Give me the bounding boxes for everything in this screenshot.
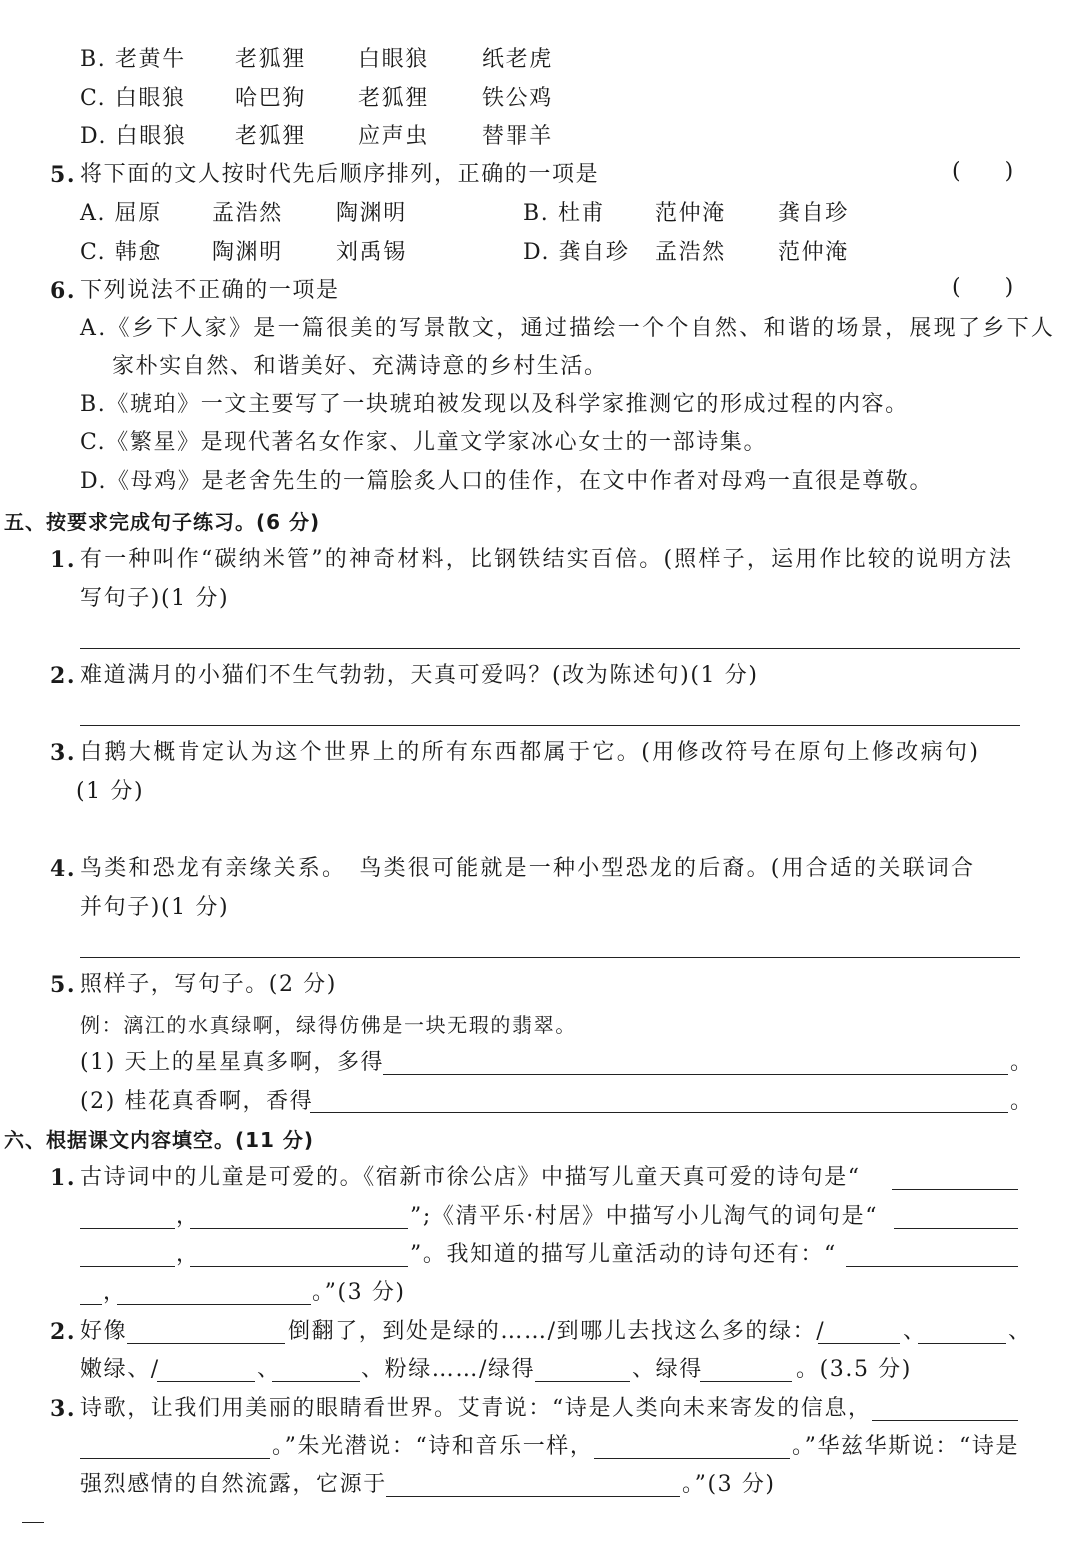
s5-q5-number: 5. <box>50 972 77 998</box>
q5-option-c-2: 陶渊明 <box>212 240 283 265</box>
s5-q4-line1: 鸟类和恐龙有亲缘关系。 鸟类很可能就是一种小型恐龙的后裔。(用合适的关联词合 <box>80 856 976 881</box>
s6-q2-blank-1[interactable] <box>127 1343 285 1344</box>
q5-option-d-2: 孟浩然 <box>655 240 726 265</box>
s5-q5-sentence1-blank[interactable] <box>383 1074 1008 1075</box>
s6-q1-blank-4[interactable] <box>894 1228 1018 1229</box>
q5-stem: 将下面的文人按时代先后顺序排列，正确的一项是 <box>80 162 600 187</box>
q5-option-a-1: A. 屈原 <box>80 201 162 226</box>
q5-option-c-3: 刘禹锡 <box>336 240 407 265</box>
s6-q1-number: 1. <box>50 1165 77 1191</box>
s6-q2-text-1: 好像 <box>80 1319 128 1344</box>
s5-q5-sentence2-blank[interactable] <box>310 1112 1008 1113</box>
s5-q1-number: 1. <box>50 547 77 573</box>
s6-q2-number: 2. <box>50 1319 77 1345</box>
s6-q1-blank-6[interactable] <box>190 1266 408 1267</box>
section-5-title: 五、按要求完成句子练习。(6 分) <box>4 510 321 534</box>
s6-q3-number: 3. <box>50 1396 77 1422</box>
s6-q1-blank-9[interactable] <box>117 1304 311 1305</box>
q4-option-b-4: 纸老虎 <box>482 47 553 72</box>
s6-q1-line3-text: ”。我知道的描写儿童活动的诗句还有：“ <box>410 1242 837 1267</box>
s5-q4-number: 4. <box>50 856 77 882</box>
s6-q1-blank-1[interactable] <box>892 1189 1018 1190</box>
s5-q5-text: 照样子，写句子。(2 分) <box>80 972 337 997</box>
q5-option-b-2: 范仲淹 <box>655 201 726 226</box>
s6-q1-blank-3[interactable] <box>190 1228 408 1229</box>
s6-q1-blank-5[interactable] <box>80 1266 175 1267</box>
q5-number: 5. <box>50 162 77 188</box>
q5-option-b-3: 龚自珍 <box>778 201 849 226</box>
q4-option-d-4: 替罪羊 <box>482 124 553 149</box>
q6-option-a-line2: 家朴实自然、和谐美好、充满诗意的乡村生活。 <box>112 354 608 379</box>
s6-q2-blank-6[interactable] <box>535 1381 630 1382</box>
s6-q2-text-5: 、绿得 <box>632 1357 703 1382</box>
section-6-title: 六、根据课文内容填空。(11 分) <box>4 1128 315 1152</box>
s6-q2-sep-2: 、 <box>1008 1319 1032 1344</box>
s6-q1-blank-7[interactable] <box>846 1266 1018 1267</box>
page-corner-mark <box>22 1522 44 1523</box>
s6-q2-blank-4[interactable] <box>157 1381 255 1382</box>
s6-q3-line2-text-2: 。”华兹华斯说：“诗是 <box>792 1434 1020 1459</box>
q4-option-d-2: 老狐狸 <box>235 124 306 149</box>
s5-q3-line2: (1 分) <box>76 779 145 804</box>
q6-stem: 下列说法不正确的一项是 <box>80 278 340 303</box>
s6-q1-comma-2: ， <box>176 1242 200 1267</box>
s5-q5-sentence2: (2) 桂花真香啊，香得 <box>80 1089 314 1114</box>
s6-q1-line2-text: ”;《清平乐·村居》中描写小儿淘气的词句是“ <box>410 1204 879 1229</box>
s5-q1-line2: 写句子)(1 分) <box>80 586 230 611</box>
q4-option-d-1: D. 白眼狼 <box>80 124 187 149</box>
q6-answer-paren: ( ) <box>952 275 1014 300</box>
s6-q2-blank-2[interactable] <box>818 1343 900 1344</box>
s6-q1-line1: 古诗词中的儿童是可爱的。《宿新市徐公店》中描写儿童天真可爱的诗句是“ <box>80 1165 861 1190</box>
s5-q5-sentence1: (1) 天上的星星真多啊，多得 <box>80 1050 385 1075</box>
s6-q3-line3-text-1: 强烈感情的自然流露，它源于 <box>80 1472 387 1497</box>
q5-answer-paren: ( ) <box>952 159 1014 184</box>
q4-option-c-3: 老狐狸 <box>358 86 429 111</box>
q5-option-a-2: 孟浩然 <box>212 201 283 226</box>
s6-q2-text-6: 。(3.5 分) <box>796 1357 912 1382</box>
s6-q2-blank-7[interactable] <box>700 1381 792 1382</box>
s5-q4-answer-line[interactable] <box>80 957 1020 958</box>
q6-option-a-line1: A.《乡下人家》是一篇很美的写景散文，通过描绘一个个自然、和谐的场景，展现了乡下人 <box>80 316 1056 341</box>
q4-option-b-1: B. 老黄牛 <box>80 47 186 72</box>
s5-q2-answer-line[interactable] <box>80 725 1020 726</box>
s6-q2-text-2: 倒翻了，到处是绿的……/到哪儿去找这么多的绿：/ <box>288 1319 826 1344</box>
s6-q1-comma-1: ， <box>176 1204 200 1229</box>
q6-option-c: C.《繁星》是现代著名女作家、儿童文学家冰心女士的一部诗集。 <box>80 430 768 455</box>
s5-q4-line2: 并句子)(1 分) <box>80 895 230 920</box>
s6-q1-blank-2[interactable] <box>80 1228 175 1229</box>
s6-q3-blank-1[interactable] <box>872 1420 1018 1421</box>
s5-q5-example: 例：漓江的水真绿啊，绿得仿佛是一块无瑕的翡翠。 <box>80 1013 577 1037</box>
q4-option-c-4: 铁公鸡 <box>482 86 553 111</box>
s5-q2-text: 难道满月的小猫们不生气勃勃，天真可爱吗？(改为陈述句)(1 分) <box>80 663 759 688</box>
s6-q1-blank-8[interactable] <box>80 1304 102 1305</box>
s6-q2-text-4: 、粉绿……/绿得 <box>361 1357 536 1382</box>
q5-option-d-1: D. 龚自珍 <box>523 240 630 265</box>
s5-q5-sentence1-period: 。 <box>1010 1050 1034 1075</box>
s6-q1-line4-end: 。”(3 分) <box>312 1280 406 1305</box>
s6-q3-line3-text-2: 。”(3 分) <box>682 1472 776 1497</box>
s5-q1-answer-line[interactable] <box>80 648 1020 649</box>
q5-option-b-1: B. 杜甫 <box>523 201 606 226</box>
q6-number: 6. <box>50 278 77 304</box>
s6-q3-blank-4[interactable] <box>386 1496 680 1497</box>
s6-q3-blank-3[interactable] <box>594 1458 790 1459</box>
s6-q3-line1: 诗歌，让我们用美丽的眼睛看世界。艾青说：“诗是人类向未来寄发的信息， <box>80 1396 872 1421</box>
s6-q3-blank-2[interactable] <box>80 1458 270 1459</box>
s6-q2-sep-3: 、 <box>257 1357 281 1382</box>
s5-q2-number: 2. <box>50 663 77 689</box>
s6-q3-line2-text-1: 。”朱光潜说：“诗和音乐一样， <box>272 1434 594 1459</box>
q4-option-c-2: 哈巴狗 <box>235 86 306 111</box>
s6-q2-blank-5[interactable] <box>272 1381 360 1382</box>
q5-option-c-1: C. 韩愈 <box>80 240 163 265</box>
s6-q1-comma-3: ， <box>103 1280 127 1305</box>
q6-option-b: B.《琥珀》一文主要写了一块琥珀被发现以及科学家推测它的形成过程的内容。 <box>80 392 909 417</box>
s5-q3-number: 3. <box>50 740 77 766</box>
s6-q2-blank-3[interactable] <box>918 1343 1006 1344</box>
q4-option-b-3: 白眼狼 <box>358 47 429 72</box>
q4-option-c-1: C. 白眼狼 <box>80 86 186 111</box>
s6-q2-sep-1: 、 <box>903 1319 927 1344</box>
q6-option-d: D.《母鸡》是老舍先生的一篇脍炙人口的佳作，在文中作者对母鸡一直很是尊敬。 <box>80 469 934 494</box>
s5-q5-sentence2-period: 。 <box>1010 1089 1034 1114</box>
q4-option-b-2: 老狐狸 <box>235 47 306 72</box>
s6-q2-text-3: 嫩绿、/ <box>80 1357 160 1382</box>
q5-option-a-3: 陶渊明 <box>336 201 407 226</box>
q5-option-d-3: 范仲淹 <box>778 240 849 265</box>
s5-q3-line1: 白鹅大概肯定认为这个世界上的所有东西都属于它。(用修改符号在原句上修改病句) <box>80 740 981 765</box>
q4-option-d-3: 应声虫 <box>358 124 429 149</box>
s5-q1-line1: 有一种叫作“碳纳米管”的神奇材料，比钢铁结实百倍。(照样子，运用作比较的说明方法 <box>80 547 1014 572</box>
